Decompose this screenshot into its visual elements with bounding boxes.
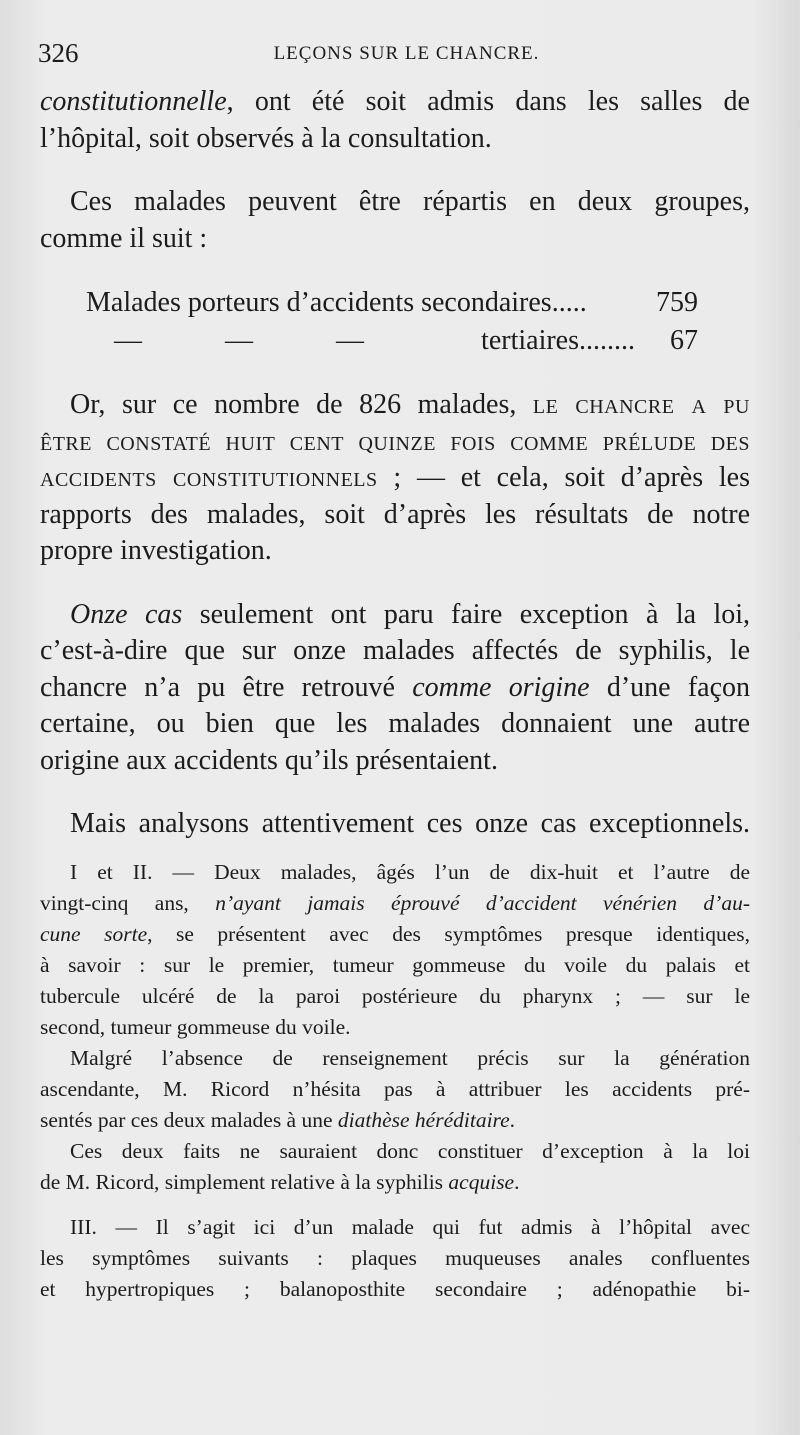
tally-label: tertiaires........ (481, 325, 635, 356)
text-line: propre investigation. (40, 535, 272, 566)
text-line: Ces deux faits ne sauraient donc constituer d’exception à la loi (70, 1138, 750, 1163)
page-number: 326 (38, 38, 79, 68)
text-line: I et II. — Deux malades, âgés l’un de dix-huit et l’autre de (70, 859, 750, 884)
text-line: certaine, ou bien que les malades donnaient une autre (40, 708, 750, 739)
ditto-dashes: — — — (114, 325, 364, 356)
text-line: vingt-cinq ans, n’ayant jamais éprouvé d’accident vénérien d’au- (40, 890, 750, 915)
page-header (38, 38, 735, 78)
text-line: à savoir : sur le premier, tumeur gommeuse du voile du palais et (40, 952, 750, 977)
text-line: Mais analysons attentivement ces onze cas exceptionnels. (70, 808, 750, 839)
text-line: les symptômes suivants : plaques muqueuses anales confluentes (40, 1245, 750, 1270)
text-line: Ces malades peuvent être répartis en deux groupes, (70, 186, 750, 217)
text-line: tubercule ulcéré de la paroi postérieure du pharynx ; — sur le (40, 983, 750, 1008)
text-line: Onze cas seulement ont paru faire exception à la loi, (70, 598, 750, 630)
text-line: second, tumeur gommeuse du voile. (40, 1014, 351, 1039)
tally-row-secondary (40, 284, 750, 322)
text-line: comme il suit : (40, 222, 208, 254)
text-line: Or, sur ce nombre de 826 malades, le chancre a pu (70, 389, 751, 420)
tally-value: 759 (656, 287, 698, 318)
text-line: origine aux accidents qu’ils présentaient. (40, 744, 498, 776)
text-line: III. — Il s’agit ici d’un malade qui fut admis à l’hôpital avec (70, 1214, 750, 1239)
text-line: de M. Ricord, simplement relative à la syphilis acquise. (40, 1169, 520, 1194)
text-line: sentés par ces deux malades à une diathèse héréditaire. (40, 1107, 516, 1132)
page-body (40, 84, 750, 1305)
text-line: accidents constitutionnels ; — et cela, soit d’après les (40, 462, 750, 493)
text-line: et hypertropiques ; balanoposthite secondaire ; adénopathie bi- (40, 1276, 750, 1301)
text-line: cune sorte, se présentent avec des symptômes presque identiques, (40, 921, 750, 946)
tally-value: 67 (670, 325, 698, 356)
text-line: Malgré l’absence de renseignement précis sur la génération (70, 1045, 750, 1070)
text-line: chancre n’a pu être retrouvé comme origine d’une façon (40, 671, 751, 703)
tally-label: Malades porteurs d’accidents secondaires..... (86, 287, 587, 318)
text-line: rapports des malades, soit d’après les résultats de notre (40, 498, 750, 530)
running-title: LEÇONS SUR LE CHANCRE. (273, 43, 540, 64)
text-line: ascendante, M. Ricord n’hésita pas à attribuer les accidents pré- (40, 1076, 750, 1101)
tally-row-tertiary (40, 322, 750, 360)
text-line: constitutionnelle, ont été soit admis dans les salles de (40, 86, 750, 117)
text-line: être constaté huit cent quinze fois comme prélude des (40, 425, 750, 457)
text-line: c’est-à-dire que sur onze malades affectés de syphilis, le (40, 635, 750, 666)
text-line: l’hôpital, soit observés à la consultation. (40, 122, 492, 154)
